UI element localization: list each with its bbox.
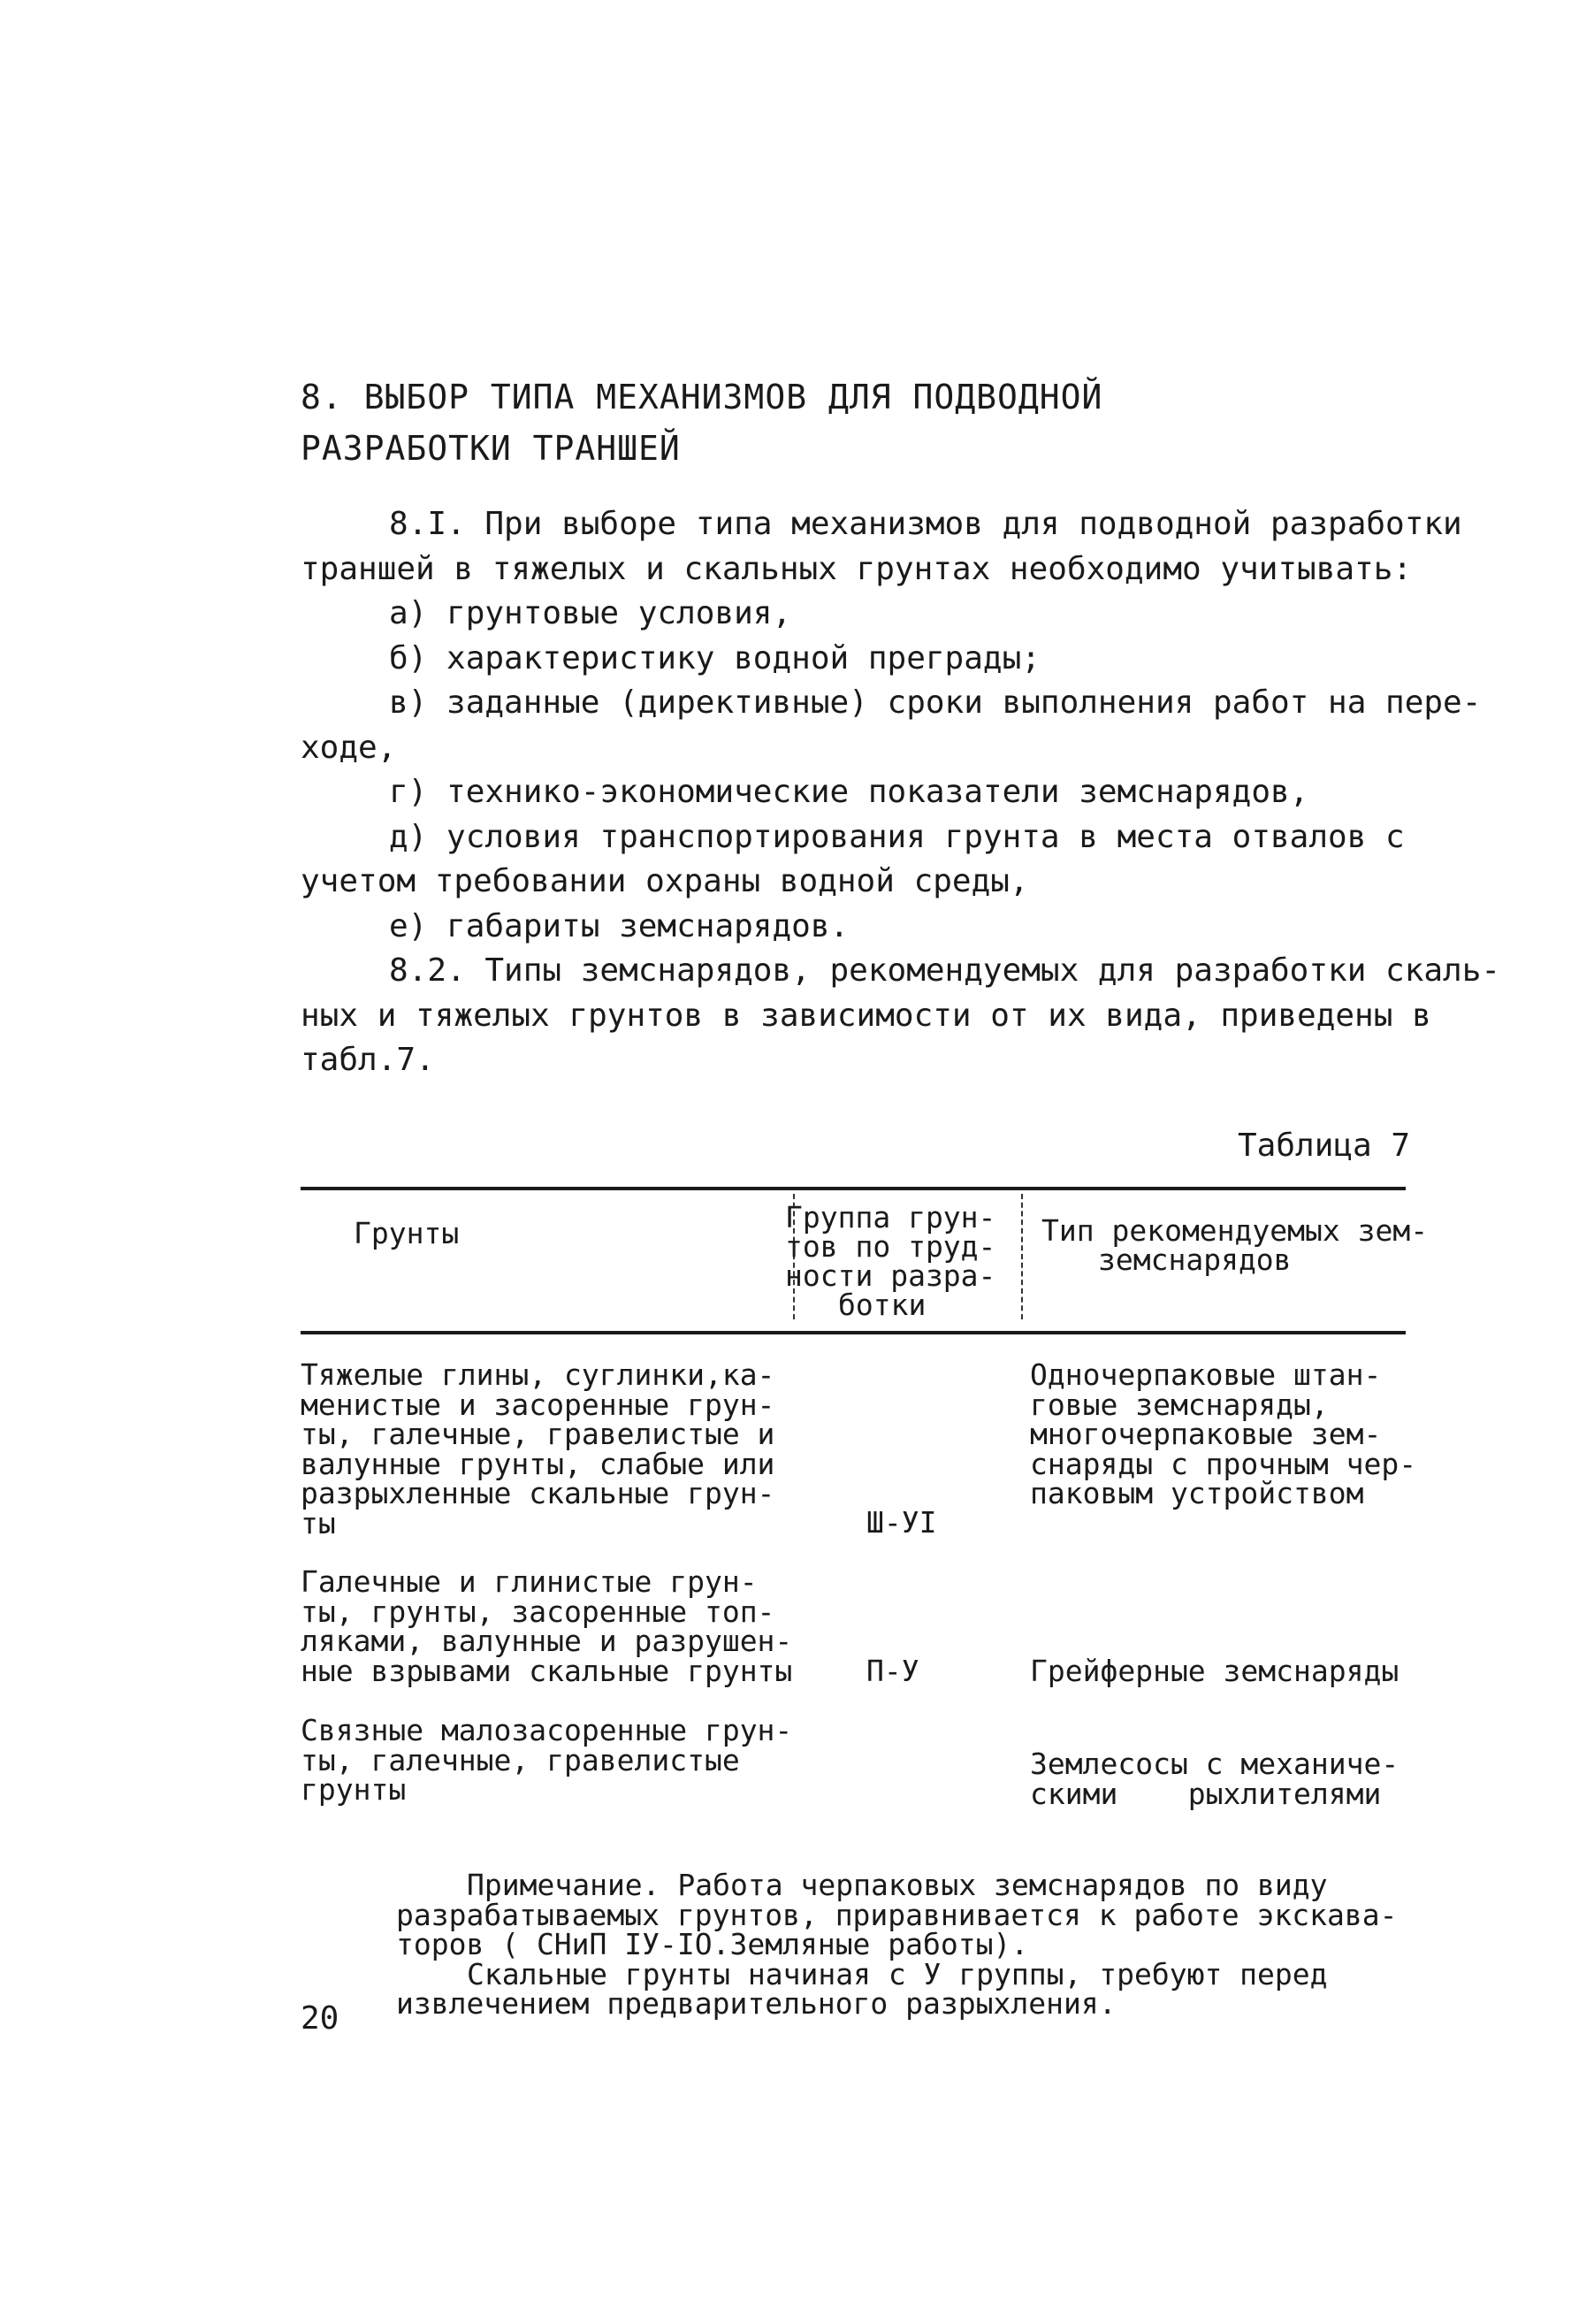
header-group bbox=[785, 1200, 996, 1322]
paragraph-line: ходе, bbox=[301, 729, 397, 766]
table-cell-soils bbox=[301, 1564, 793, 1688]
cell-line: Одночерпаковые штан- bbox=[1030, 1357, 1382, 1392]
note-line: Примечание. Работа черпаковых земснарядов по виду bbox=[467, 1868, 1328, 1902]
note-line: разрабатываемых грунтов, приравнивается к работе экскава- bbox=[396, 1897, 1398, 1932]
header-line: тов по труд- bbox=[785, 1229, 996, 1264]
cell-line: валунные грунты, слабые или bbox=[301, 1446, 775, 1481]
cell-line: ты, галечные, гравелистые bbox=[301, 1742, 740, 1777]
table-cell-group: П-У bbox=[866, 1654, 919, 1688]
paragraph-line: 8.I. При выборе типа механизмов для подводной разработки bbox=[389, 506, 1462, 542]
table-cell-dredger-type bbox=[1030, 1357, 1417, 1510]
cell-line: разрыхленные скальные грун- bbox=[301, 1476, 775, 1510]
header-line: Тип рекомендуемых зем- bbox=[1041, 1213, 1429, 1248]
cell-line: паковым устройством bbox=[1030, 1476, 1364, 1510]
cell-line: ты bbox=[301, 1505, 336, 1540]
list-item: д) условия транспортирования грунта в места отвалов с bbox=[389, 818, 1405, 855]
heading-line: 8. ВЫБОР ТИПА МЕХАНИЗМОВ ДЛЯ ПОДВОДНОЙ bbox=[301, 378, 1103, 417]
table-top-rule bbox=[301, 1187, 1406, 1190]
paragraph-line: табл.7. bbox=[301, 1042, 435, 1078]
header-dredger-type bbox=[1041, 1213, 1429, 1277]
header-line: земснарядов bbox=[1098, 1242, 1292, 1277]
cell-line: ты, грунты, засоренные топ- bbox=[301, 1594, 775, 1629]
table-note bbox=[396, 1870, 1397, 2019]
cell-line: Тяжелые глины, суглинки,ка- bbox=[301, 1357, 775, 1392]
cell-line: ные взрывами скальные грунты bbox=[301, 1653, 793, 1688]
heading-line: РАЗРАБОТКИ ТРАНШЕЙ bbox=[301, 429, 681, 468]
cell-line: говые земснаряды, bbox=[1030, 1387, 1329, 1422]
table-cell-soils bbox=[301, 1713, 793, 1807]
cell-line: Грейферные земснаряды bbox=[1030, 1654, 1400, 1688]
cell-line: грунты bbox=[301, 1772, 407, 1807]
table-cell-soils bbox=[301, 1357, 775, 1540]
list-item: в) заданные (директивные) сроки выполнения работ на пере- bbox=[389, 684, 1482, 721]
body-text bbox=[301, 502, 1501, 1083]
table-caption: Таблица 7 bbox=[1238, 1128, 1411, 1164]
column-divider bbox=[1021, 1194, 1023, 1319]
paragraph-line: ных и тяжелых грунтов в зависимости от их вида, приведены в bbox=[301, 997, 1431, 1034]
paragraph-line: учетом требовании охраны водной среды, bbox=[301, 863, 1029, 899]
section-heading bbox=[301, 371, 1102, 474]
note-line: Скальные грунты начиная с У группы, требуют перед bbox=[467, 1956, 1328, 1991]
note-line: извлечением предварительного разрыхления. bbox=[396, 1986, 1117, 2021]
cell-line: скими рыхлителями bbox=[1030, 1776, 1382, 1811]
table-header-rule bbox=[301, 1331, 1406, 1334]
header-soils: Грунты bbox=[354, 1216, 460, 1250]
cell-line: Связные малозасоренные грун- bbox=[301, 1713, 793, 1747]
header-line: ности разра- bbox=[785, 1258, 996, 1293]
table-cell-dredger-type bbox=[1030, 1656, 1399, 1686]
cell-line: ляками, валунные и разрушен- bbox=[301, 1624, 793, 1658]
cell-line: ты, галечные, гравелистые и bbox=[301, 1417, 775, 1451]
list-item: е) габариты земснарядов. bbox=[389, 907, 850, 944]
list-item: б) характеристику водной преграды; bbox=[389, 639, 1041, 677]
cell-line: менистые и засоренные грун- bbox=[301, 1387, 775, 1422]
page-number: 20 bbox=[301, 2000, 339, 2037]
cell-line: Галечные и глинистые грун- bbox=[301, 1564, 758, 1599]
list-item: а) грунтовые условия, bbox=[389, 595, 792, 631]
note-line: торов ( СНиП IУ-IО.Земляные работы). bbox=[396, 1927, 1029, 1961]
cell-line: Землесосы с механиче- bbox=[1030, 1747, 1400, 1781]
header-line: Группа грун- bbox=[785, 1200, 996, 1235]
paragraph-line: 8.2. Типы земснарядов, рекомендуемых для разработки скаль- bbox=[389, 952, 1501, 989]
table-cell-dredger-type bbox=[1030, 1747, 1400, 1811]
header-line: ботки bbox=[838, 1288, 927, 1322]
cell-line: многочерпаковые зем- bbox=[1030, 1417, 1382, 1451]
cell-line: снаряды с прочным чер- bbox=[1030, 1446, 1417, 1481]
list-item: г) технико-экономические показатели земснарядов, bbox=[389, 774, 1309, 810]
table-cell-group: Ш-УI bbox=[866, 1505, 937, 1540]
paragraph-line: траншей в тяжелых и скальных грунтах необходимо учитывать: bbox=[301, 550, 1413, 587]
